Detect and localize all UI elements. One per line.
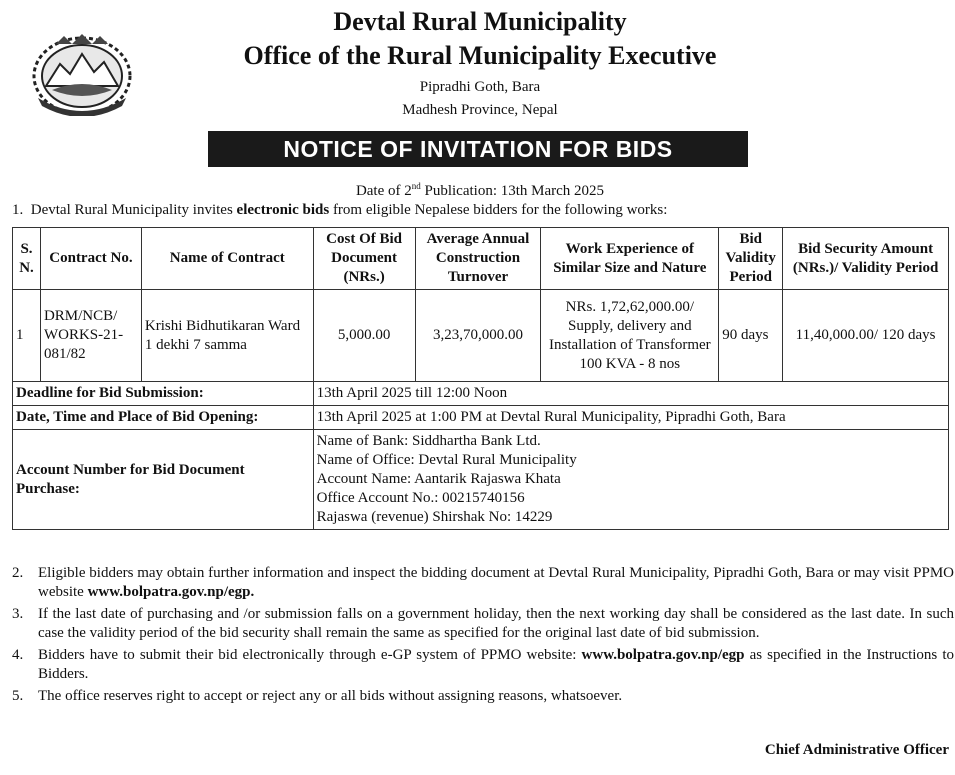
opening-value: 13th April 2025 at 1:00 PM at Devtal Rural Municipality, Pipradhi Goth, Bara <box>313 406 948 430</box>
header-validity: Bid Validity Period <box>719 228 783 290</box>
account-line-number: Office Account No.: 00215740156 <box>316 490 525 506</box>
address-line-1: Pipradhi Goth, Bara <box>419 79 541 95</box>
account-line-shirshak: Rajaswa (revenue) Shirshak No: 14229 <box>316 509 553 525</box>
egp-link[interactable]: www.bolpatra.gov.np/egp <box>581 647 745 663</box>
notes-list <box>12 564 954 709</box>
cell-experience: NRs. 1,72,62,000.00/ Supply, delivery and Installation of Transformer 100 KVA - 8 nos <box>541 290 719 382</box>
header-contract-no: Contract No. <box>40 228 141 290</box>
address-line-2: Madhesh Province, Nepal <box>402 102 558 118</box>
account-details <box>313 430 948 530</box>
list-item: 2. Eligible bidders may obtain further information and inspect the bidding document at Devtal Rural Municipality, Pipradhi Goth, Bara or may visit PPMO website www.bolpatra.gov.np/egp. <box>12 565 954 600</box>
deadline-value: 13th April 2025 till 12:00 Noon <box>313 382 948 406</box>
nepal-emblem-icon <box>30 28 134 116</box>
cell-security: 11,40,000.00/ 120 days <box>783 290 949 382</box>
opening-row <box>13 406 949 430</box>
deadline-label: Deadline for Bid Submission: <box>13 382 314 406</box>
bids-table <box>12 227 949 530</box>
intro-number: 1. <box>12 202 24 218</box>
notice-banner: NOTICE OF INVITATION FOR BIDS <box>208 131 748 167</box>
cell-turnover: 3,23,70,000.00 <box>415 290 541 382</box>
account-row <box>13 430 949 530</box>
opening-label: Date, Time and Place of Bid Opening: <box>13 406 314 430</box>
cell-validity: 90 days <box>719 290 783 382</box>
intro-paragraph: 1. Devtal Rural Municipality invites electronic bids from eligible Nepalese bidders for the following works: <box>12 202 668 218</box>
list-item: 5. The office reserves right to accept or reject any or all bids without assigning reasons, whatsoever. <box>12 688 623 704</box>
table-header-row <box>13 228 949 290</box>
account-label: Account Number for Bid Document Purchase: <box>13 430 314 530</box>
cell-contract-no: DRM/NCB/ WORKS-21-081/82 <box>40 290 141 382</box>
signature: Chief Administrative Officer <box>764 742 949 758</box>
cell-name: Krishi Bidhutikaran Ward 1 dekhi 7 samma <box>141 290 313 382</box>
header-sn: S. N. <box>13 228 41 290</box>
municipality-title: Devtal Rural Municipality <box>333 7 627 36</box>
header-name: Name of Contract <box>141 228 313 290</box>
account-line-bank: Name of Bank: Siddhartha Bank Ltd. <box>316 433 541 449</box>
list-item: 3. If the last date of purchasing and /or submission falls on a government holiday, then the next working day shall be considered as the last date. In such case the validity period of the bid security shall remain the same as specified for the original last date of bid submission. <box>12 606 954 641</box>
account-line-name: Account Name: Aantarik Rajaswa Khata <box>316 471 561 487</box>
header-experience: Work Experience of Similar Size and Nature <box>541 228 719 290</box>
header-turnover: Average Annual Construction Turnover <box>415 228 541 290</box>
list-item: 4. Bidders have to submit their bid electronically through e-GP system of PPMO website: www.bolpatra.gov.np/egp as specified in the Instructions to Bidders. <box>12 647 955 682</box>
office-title: Office of the Rural Municipality Executive <box>243 41 717 70</box>
table-row <box>13 290 949 382</box>
header-cost: Cost Of Bid Document (NRs.) <box>313 228 415 290</box>
egp-link[interactable]: www.bolpatra.gov.np/egp. <box>87 584 255 600</box>
cell-cost: 5,000.00 <box>313 290 415 382</box>
header-security: Bid Security Amount (NRs.)/ Validity Period <box>783 228 949 290</box>
cell-sn: 1 <box>13 290 41 382</box>
publication-date: Date of 2nd Publication: 13th March 2025 <box>355 181 605 199</box>
deadline-row <box>13 382 949 406</box>
account-line-office: Name of Office: Devtal Rural Municipality <box>316 452 577 468</box>
